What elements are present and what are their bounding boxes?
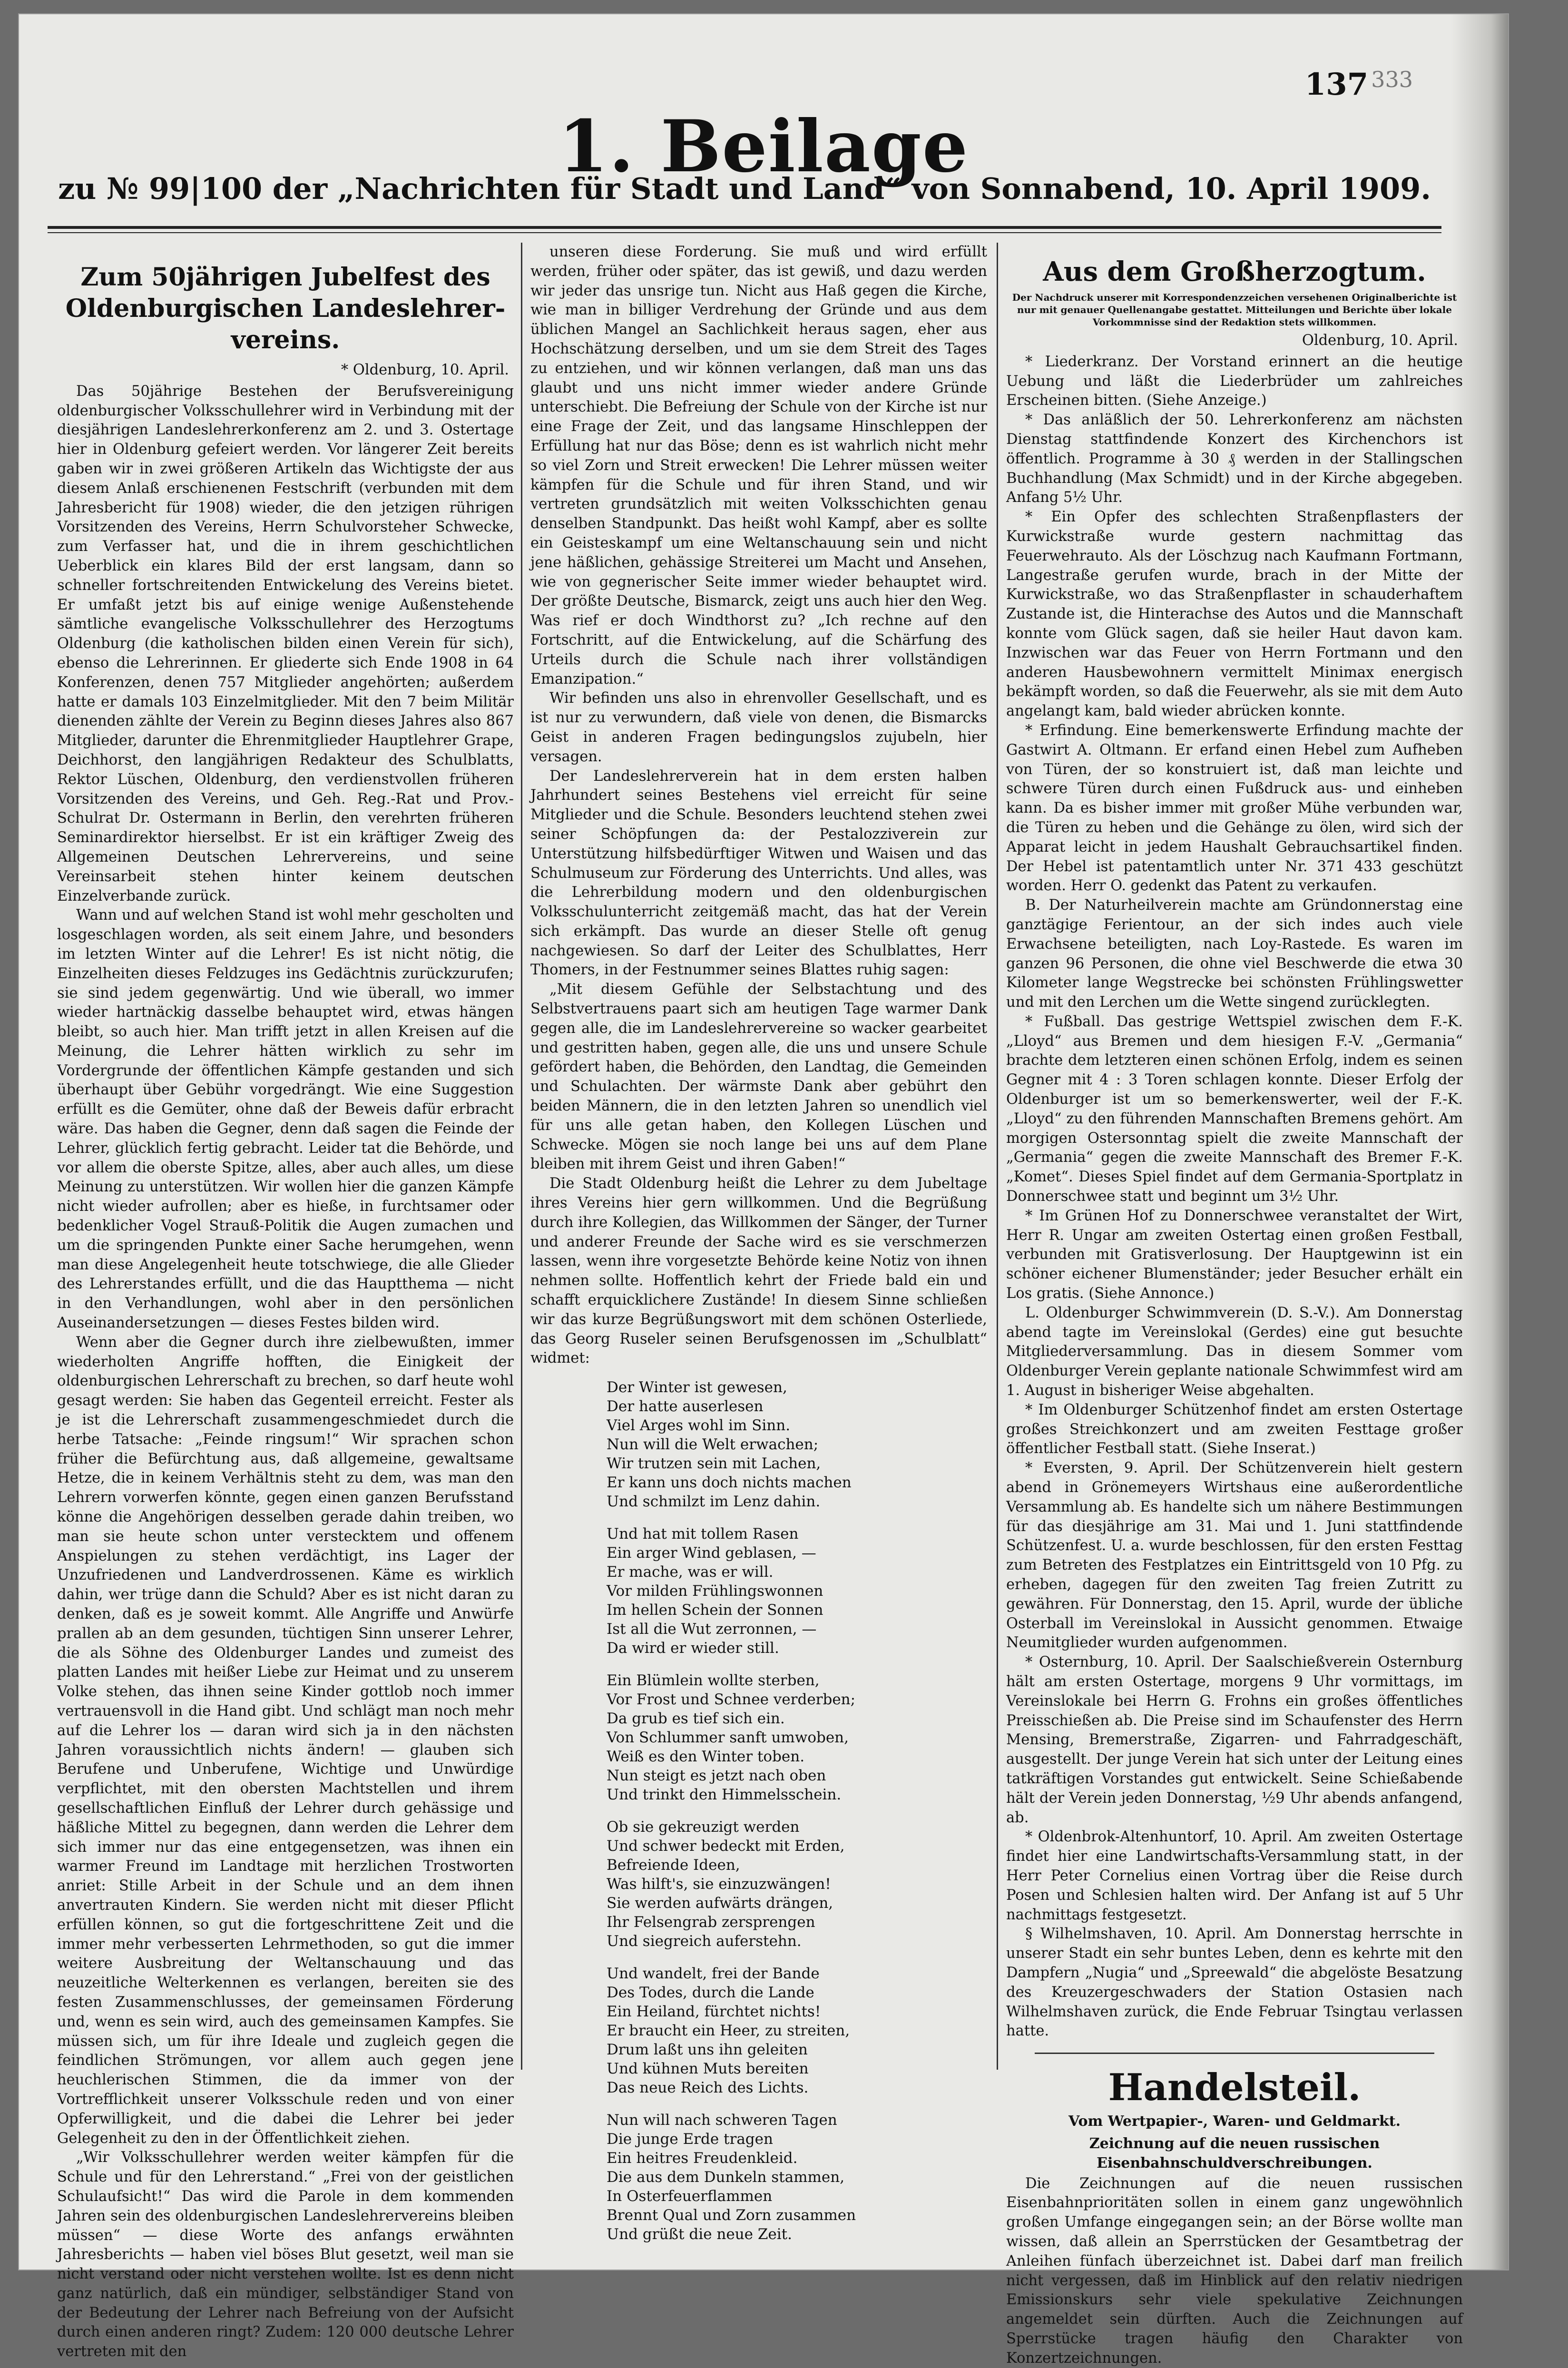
paragraph: Das 50jährige Bestehen der Berufsvereinigung oldenburgischer Volksschullehrer wird in Verbindung mit der diesjährigen Landeslehrerkonferenz am 2. und 3. Ostertage hier in Oldenburg gefeiert werden. Vor längerer Zeit bereits gaben wir in zwei größeren Artikeln das Wichtigste der aus diesem Anlaß erschienenen Festschrift (verbunden mit dem Jahresbericht für 1908) wieder, die den jetzigen rührigen Vorsitzenden des Vereins, Herrn Schulvorsteher Schwecke, zum Verfasser hat, und die in ihrem geschichtlichen Ueberblick ein klares Bild der erst langsam, dann so schneller fortschreitenden Entwickelung des Vereins bietet. Er umfaßt jetzt bis auf einige wenige Außenstehende sämtliche evangelische Volksschullehrer des Herzogtums Oldenburg (die katholischen bilden einen Verein für sich), ebenso die Lehrerinnen. Er gliederte sich Ende 1908 in 64 Konferenzen, denen 757 Mitglieder angehörten; außerdem hatte er damals 103 Einzelmitglieder. Mit den 7 beim Militär dienenden zählte der Verein zu Beginn dieses Jahres also 867 Mitglieder, darunter die Ehrenmitglieder Hauptlehrer Grape, Deichhorst, den langjährigen Redakteur des Schulblatts, Rektor Lüschen, Oldenburg, den verdienstvollen früheren Vorsitzenden des Vereins, und Geh. Reg.-Rat und Prov.-Schulrat Dr. Ostermann in Berlin, den verehrten früheren Seminardirektor hierselbst. Er ist ein kräftiger Zweig des Allgemeinen Deutschen Lehrervereins, und seine Vereinsarbeit stehen hinter keinem deutschen Einzelverbande zurück.: [57, 383, 514, 904]
poem-stanza: [607, 1818, 987, 1951]
header-rule-thin: [48, 232, 1441, 233]
poem-line: Vor milden Frühlingswonnen: [607, 1582, 823, 1600]
header-rule: [48, 226, 1441, 229]
poem-line: Sie werden aufwärts drängen,: [607, 1895, 833, 1912]
poem-line: Wir trutzen sein mit Lachen,: [607, 1455, 821, 1473]
paragraph: Der Landeslehrerverein hat in dem ersten halben Jahrhundert seines Bestehens viel erreicht für seine Mitglieder und die Schule. Besonders leuchtend stehen zwei seiner Schöpfungen da: der Pestalozziverein zur Unterstützung hilfsbedürftiger Witwen und Waisen und das Schulmuseum zur Förderung des Unterrichts. Und alles, was die Lehrerbildung modern und den oldenburgischen Volksschulunterricht zeitgemäß macht, das hat der Verein sich erkämpft. Das wurde an dieser Stelle oft genug nachgewiesen. So darf der Leiter des Schulblattes, Herr Thomers, in der Festnummer seines Blattes ruhig sagen:: [530, 767, 987, 979]
news-item: * Fußball. Das gestrige Wettspiel zwischen dem F.-K. „Lloyd“ aus Bremen und dem hiesigen F.-V. „Germania“ brachte dem letzteren einen schönen Erfolg, indem es seinen Gegner mit 4 : 3 Toren schlagen konnte. Dieser Erfolg der Oldenburger ist um so bemerkenswerter, weil der F.-K. „Lloyd“ zu den führenden Mannschaften Bremens gehört. Am morgigen Ostersonntag spielt die zweite Mannschaft der „Germania“ gegen die zweite Mannschaft des Bremer F.-K. „Komet“. Dieses Spiel findet auf dem Germania-Sportplatz in Donnerschwee statt und beginnt um 3½ Uhr.: [1006, 1013, 1463, 1205]
poem-line: In Osterfeuerflammen: [607, 2188, 773, 2205]
paragraph: Wir befinden uns also in ehrenvoller Gesellschaft, und es ist nur zu verwundern, daß viele von denen, die Bismarcks Geist in anderen Fragen bedingungslos zujubeln, hier versagen.: [530, 690, 987, 765]
easter-poem: [607, 1378, 987, 2244]
poem-line: Vor Frost und Schnee verderben;: [607, 1691, 856, 1709]
poem-line: Befreiende Ideen,: [607, 1857, 740, 1874]
quote-paragraph: „Mit diesem Gefühle der Selbstachtung und des Selbstvertrauens paart sich am heutigen Tage warmer Dank gegen alle, die im Landeslehrervereine so wacker gearbeitet und gestritten haben, gegen alle, die uns und unsere Schule gefördert haben, die Behörden, den Landtag, die Gemeinden und Schulachten. Der wärmste Dank aber gebührt den beiden Männern, die in den letzten Jahren so unendlich viel für uns alle getan haben, den Kollegen Lüschen und Schwecke. Mögen sie noch lange bei uns auf dem Plane bleiben mit ihrem Geist und ihren Gaben!“: [530, 981, 987, 1173]
reprint-note: Der Nachdruck unserer mit Korrespondenzzeichen versehenen Originalberichte ist nur mit genauer Quellenangabe gestattet. Mitteilungen und Berichte über lokale Vorkommnisse sind der Redaktion stets willkommen.: [1012, 292, 1457, 328]
poem-line: Da wird er wieder still.: [607, 1640, 779, 1657]
poem-line: Und trinkt den Himmelsschein.: [607, 1786, 842, 1804]
column-divider: [997, 243, 998, 2070]
poem-stanza: [607, 1671, 987, 1804]
poem-line: Und schwer bedeckt mit Erden,: [607, 1837, 845, 1855]
poem-line: Brennt Qual und Zorn zusammen: [607, 2207, 856, 2224]
poem-line: Und grüßt die neue Zeit.: [607, 2226, 792, 2243]
poem-stanza: [607, 1964, 987, 2097]
pencil-page-number: 333: [1371, 67, 1413, 92]
poem-line: Drum laßt uns ihn geleiten: [607, 2041, 808, 2059]
section-title: Aus dem Großherzogtum.: [1043, 256, 1426, 287]
poem-line: Ein arger Wind geblasen, —: [607, 1544, 816, 1562]
poem-line: Er kann uns doch nichts machen: [607, 1474, 852, 1492]
handels-heading: Zeichnung auf die neuen russischen Eisenbahnschuldverschreibungen.: [1089, 2135, 1380, 2171]
poem-line: Und siegreich auferstehn.: [607, 1933, 802, 1950]
news-item: * Das anläßlich der 50. Lehrerkonferenz am nächsten Dienstag stattfindende Konzert des Kirchenchors ist öffentlich. Programme à 30 ₰ werden in der Stallingschen Buchhandlung (Max Schmidt) und in der Kirche abgegeben. Anfang 5½ Uhr.: [1006, 412, 1463, 506]
poem-line: Der hatte auserlesen: [607, 1398, 764, 1415]
poem-line: Die junge Erde tragen: [607, 2131, 773, 2148]
poem-line: Und hat mit tollem Rasen: [607, 1525, 799, 1543]
article-headline: Zum 50jährigen Jubelfest des Oldenburgischen Landeslehrer-vereins.: [65, 263, 506, 354]
supplement-subtitle: zu № 99|100 der „Nachrichten für Stadt und Land“ von Sonnabend, 10. April 1909.: [58, 171, 1431, 206]
news-item: * Oldenbrok-Altenhuntorf, 10. April. Am zweiten Ostertage findet hier eine Landwirtschafts-Versammlung statt, in der Herr Peter Cornelius einen Vortrag über die Reise durch Posen und Schlesien halten wird. Der Anfang ist auf 5 Uhr nachmittags festgesetzt.: [1006, 1828, 1463, 1923]
poem-line: Ein heitres Freudenkleid.: [607, 2150, 798, 2167]
page-number: 137 $^{333}$: [1304, 67, 1413, 102]
column-3: [1006, 243, 1463, 2367]
news-item: § Wilhelmshaven, 10. April. Am Donnerstag herrschte in unserer Stadt ein sehr buntes Leben, denn es kehrte mit den Dampfern „Nugia“ und „Spreewald“ die abgelöste Besatzung des Kreuzergeschwaders der Station Ostasien nach Wilhelmshaven zurück, die Ende Februar Tsingtau verlassen hatte.: [1006, 1926, 1463, 2040]
poem-line: Er braucht ein Heer, zu streiten,: [607, 2022, 850, 2040]
news-item: * Eversten, 9. April. Der Schützenverein hielt gestern abend in Grönemeyers Wirtshaus eine außerordentliche Versammlung ab. Es handelte sich um nähere Bestimmungen für das diesjährige am 31. Mai und 1. Juni stattfindende Schützenfest. U. a. wurde beschlossen, für den ersten Festtag zum Betreten des Festplatzes ein Eintrittsgeld von 10 Pfg. zu erheben, dagegen für den zweiten Tag freien Zutritt zu gewähren. Für Donnerstag, den 15. April, wurde der übliche Osterball im Vereinslokal in Aussicht genommen. Etwaige Neumitglieder wurden aufgenommen.: [1006, 1460, 1463, 1651]
poem-line: Das neue Reich des Lichts.: [607, 2079, 809, 2097]
paragraph: unseren diese Forderung. Sie muß und wird erfüllt werden, früher oder später, das ist gewiß, und dazu werden wir jeder das unsrige tun. Nicht aus Haß gegen die Kirche, wie man in billiger Verdrehung der Gründe und aus dem üblichen Mangel an Sachlichkeit heraus sagen, eher aus Hochschätzung derselben, und um sie dem Streit des Tages zu entziehen, und wir können verlangen, daß man uns das glaubt und uns nicht immer wieder andere Gründe unterschiebt. Die Befreiung der Schule von der Kirche ist nur eine Frage der Zeit, und das langsame Hinschleppen der Erfüllung hat nur das Böse; denn es ist wahrlich nicht mehr so viel Zorn und Streit erwecken! Die Lehrer müssen weiter kämpfen für die Schule und für ihren Stand, und wir vertreten grundsätzlich mit weiten Volksschichten genau denselben Standpunkt. Das heißt wohl Kampf, aber es sollte ein Geisteskampf um eine Weltanschauung sein und nicht jene häßlichen, gehässige Streiterei um Macht und Ansehen, wie von gegnerischer Seite immer wieder behauptet wird. Der größte Deutsche, Bismarck, zeigt uns auch hier den Weg. Was rief er doch Windthorst zu? „Ich rechne auf den Fortschritt, auf die Entwickelung, auf die Schärfung des Urteils durch die Schule nach ihrer vollständigen Emanzipation.“: [530, 244, 987, 688]
supplement-title: 1. Beilage: [558, 105, 969, 188]
poem-stanza: [607, 1524, 987, 1658]
poem-line: Viel Arges wohl im Sinn.: [607, 1417, 791, 1435]
handels-title: Handelsteil.: [1108, 2066, 1361, 2110]
news-item: L. Oldenburger Schwimmverein (D. S.-V.). Am Donnerstag abend tagte im Vereinslokal (Gerdes) eine gut besuchte Mitgliederversammlung. Das in diesem Sommer vom Oldenburger Verein geplante nationale Schwimmfest wird am 1. August in bisheriger Weise abgehalten.: [1006, 1304, 1463, 1399]
section-divider: [1035, 2053, 1434, 2054]
poem-stanza: [607, 2111, 987, 2244]
news-item: * Ein Opfer des schlechten Straßenpflasters der Kurwickstraße wurde gestern nachmittag das Feuerwehrauto. Als der Löschzug nach Kaufmann Fortmann, Langestraße gerufen wurde, brach in der Mitte der Kurwickstraße, wo das Straßenpflaster in schauderhaftem Zustande ist, die Hinterachse des Autos und die Mannschaft konnte vom Glück sagen, daß sie heiler Haut davon kam. Inzwischen war das Feuer von Herrn Fortmann und den anderen Hausbewohnern vermittelt Minimax energisch bekämpft worden, so daß die Feuerwehr, als sie mit dem Auto angelangt kam, bald wieder abrücken konnte.: [1006, 509, 1463, 720]
poem-line: Nun will nach schweren Tagen: [607, 2112, 837, 2129]
poem-line: Da grub es tief sich ein.: [607, 1710, 785, 1728]
dateline: * Oldenburg, 10. April.: [341, 362, 509, 378]
poem-line: Und wandelt, frei der Bande: [607, 1965, 820, 1983]
poem-line: Er mache, was er will.: [607, 1563, 774, 1581]
poem-line: Und kühnen Muts bereiten: [607, 2060, 809, 2078]
poem-line: Die aus dem Dunkeln stammen,: [607, 2169, 845, 2186]
news-item: * Liederkranz. Der Vorstand erinnert an die heutige Uebung und läßt die Liederbrüder um zahlreiches Erscheinen bitten. (Siehe Anzeige.): [1006, 353, 1463, 409]
paragraph: Wann und auf welchen Stand ist wohl mehr gescholten und losgeschlagen worden, als seit einem Jahre, und besonders im letzten Winter auf die Lehrer! Es ist nicht nötig, die Einzelheiten dieses Feldzuges ins Gedächtnis zurückzurufen; sie sind jedem gegenwärtig. Und wie überall, wo immer wieder hartnäckig dasselbe behauptet wird, etwas hängen bleibt, so auch hier. Man trifft jetzt in allen Kreisen auf die Meinung, die Lehrer hätten wirklich zu sehr im Vordergrunde der öffentlichen Kämpfe gestanden und sich überhaupt über Gebühr vorgedrängt. Wie eine Suggestion erfüllt es die Gemüter, ohne daß der Beweis dafür erbracht wäre. Das haben die Gegner, denn daß sagen die Feinde der Lehrer, glücklich fertig gebracht. Leider tat die Behörde, und vor allem die oberste Spitze, alles, aber auch alles, um diese Meinung zu unterstützen. Wir wollen hier die ganzen Kämpfe nicht wieder aufrollen; aber es hieße, in furchtsamer oder bedenklicher Vogel Strauß-Politik die Augen zumachen und um die springenden Punkte einer Sache herumgehen, wenn man diese Angelegenheit heute totschwiege, die alle Glieder des Lehrerstandes erfüllt, und die das Hauptthema — nicht in den Verhandlungen, wohl aber in den persönlichen Auseinandersetzungen — dieses Festes bilden wird.: [57, 907, 514, 1332]
paragraph: „Wir Volksschullehrer werden weiter kämpfen für die Schule und für den Lehrerstand.“ „Frei von der geistlichen Schulaufsicht!“ Das wird die Parole in dem kommenden Jahren sein des oldenburgischen Landeslehrervereins bleiben müssen“ — diese Worte des anfangs erwähnten Jahresberichts — haben viel böses Blut gesetzt, weil man sie nicht verstand oder nicht verstehen wollte. Ist es denn nicht ganz natürlich, daß ein mündiger, selbständiger Stand von der Bedeutung der Lehrer nach Befreiung von der Aufsicht durch einen anderen ringt? Zudem: 120 000 deutsche Lehrer vertreten mit den: [57, 2149, 514, 2360]
dateline: Oldenburg, 10. April.: [1302, 332, 1458, 349]
poem-line: Nun steigt es jetzt nach oben: [607, 1767, 826, 1785]
news-item: * Osternburg, 10. April. Der Saalschießverein Osternburg hält am ersten Ostertage, morgens 9 Uhr vormittags, im Vereinslokale bei Herrn G. Frohns ein großes öffentliches Preisschießen ab. Die Preise sind im Schaufenster des Herrn Mensing, Bremerstraße, Zigarren- und Fahrradgeschäft, ausgestellt. Der junge Verein hat sich unter der Leitung eines tatkräftigen Vorstandes gut entwickelt. Seine Schießabende hält der Verein jeden Donnerstag, ½9 Uhr abends anfangend, ab.: [1006, 1654, 1463, 1826]
handels-subtitle: Vom Wertpapier-, Waren- und Geldmarkt.: [1068, 2113, 1401, 2130]
news-item: * Im Oldenburger Schützenhof findet am ersten Ostertage großes Streichkonzert und am zweiten Festtage großer öffentlicher Festball statt. (Siehe Inserat.): [1006, 1401, 1463, 1457]
poem-line: Ist all die Wut zerronnen, —: [607, 1621, 817, 1638]
poem-line: Im hellen Schein der Sonnen: [607, 1602, 823, 1619]
news-item: * Erfindung. Eine bemerkenswerte Erfindung machte der Gastwirt A. Oltmann. Er erfand einen Hebel zum Aufheben von Türen, der so konstruiert ist, daß man leichte und schwere Türen durch einen Fußdruck aus- und einheben kann. Da es bisher immer mit großer Mühe verbunden war, die Türen zu heben und die Gehänge zu ölen, wird sich der Apparat leicht in jedem Haushalt Gebrauchsartikel finden. Der Hebel ist patentamtlich unter Nr. 371 433 geschützt worden. Herr O. gedenkt das Patent zu verkaufen.: [1006, 722, 1463, 894]
poem-line: Ob sie gekreuzigt werden: [607, 1818, 800, 1836]
column-2: [530, 243, 987, 2243]
newspaper-page: [19, 14, 1508, 2367]
poem-stanza: [607, 1378, 987, 1511]
news-item: B. Der Naturheilverein machte am Gründonnerstag eine ganztägige Ferientour, an der sich indes auch viele Erwachsene beteiligten, nach Loy-Rastede. Es waren im ganzen 96 Personen, die ohne viel Beschwerde die etwa 30 Kilometer lange Wegstrecke bei schönsten Frühlingswetter und mit den Lerchen um die Wette singend zurücklegten.: [1006, 897, 1463, 1011]
poem-line: Ein Heiland, fürchtet nichts!: [607, 2003, 821, 2021]
poem-line: Und schmilzt im Lenz dahin.: [607, 1493, 821, 1511]
poem-line: Nun will die Welt erwachen;: [607, 1436, 819, 1454]
poem-line: Was hilft's, sie einzuzwängen!: [607, 1876, 831, 1893]
poem-line: Der Winter ist gewesen,: [607, 1379, 787, 1396]
news-item: * Im Grünen Hof zu Donnerschwee veranstaltet der Wirt, Herr R. Ungar am zweiten Ostertag einen großen Festball, verbunden mit Gratisverlosung. Der Hauptgewinn ist ein schöner eichener Blumenständer; jeder Besucher erhält ein Los gratis. (Siehe Annonce.): [1006, 1207, 1463, 1302]
poem-line: Von Schlummer sanft umwoben,: [607, 1729, 849, 1747]
poem-line: Des Todes, durch die Lande: [607, 1984, 814, 2002]
news-items: [1006, 353, 1463, 2041]
poem-line: Weiß es den Winter toben.: [607, 1748, 805, 1766]
column-divider: [521, 243, 522, 2070]
paragraph: Die Stadt Oldenburg heißt die Lehrer zu dem Jubeltage ihres Vereins hier gern willkommen. Und die Begrüßung durch ihre Kollegien, das Willkommen der Sänger, der Turner und anderer Freunde der Sache wird es sie verschmerzen lassen, wenn ihre vorgesetzte Behörde keine Notiz von ihnen nehmen sollte. Hoffentlich kehrt der Friede bald ein und schafft erquicklichere Zustände! In diesem Sinne schließen wir das kurze Begrüßungswort mit dem schönen Osterliede, das Georg Ruseler seinen Berufsgenossen im „Schulblatt“ widmet:: [530, 1175, 987, 1367]
paragraph: Die Zeichnungen auf die neuen russischen Eisenbahnprioritäten sollen in einem ganz ungewöhnlich großen Umfange eingegangen sein; an der Börse wollte man wissen, daß allein an Sperrstücken der Gesamtbetrag der Anleihen fünfach überzeichnet ist. Dabei darf man freilich nicht vergessen, daß im Hinblick auf den relativ niedrigen Emissionskurs sehr viele spekulative Zeichnungen angemeldet sein dürften. Auch die Zeichnungen auf Sperrstücke tragen häufig den Charakter von Konzertzeichnungen.: [1006, 2175, 1463, 2367]
poem-line: Ihr Felsengrab zersprengen: [607, 1914, 815, 1931]
poem-line: Ein Blümlein wollte sterben,: [607, 1672, 820, 1690]
paragraph: Wenn aber die Gegner durch ihre zielbewußten, immer wiederholten Angriffe hofften, die Einigkeit der oldenburgischen Lehrerschaft zu brechen, so darf heute wohl gesagt werden: Sie haben das Gegenteil erreicht. Fester als je ist die Lehrerschaft zusammengeschmiedet durch die herbe Tatsache: „Feinde ringsum!“ Wir sprachen schon früher die Befürchtung aus, daß allgemeine, gewaltsame Hetze, die in keinem Verhältnis steht zu dem, was man den Lehrern vorwerfen könnte, gegen einen ganzen Berufsstand könne die Angehörigen desselben gerade dahin treiben, wo man sie heute schon unter verstecktem und offenem Anspielungen zu stehen verdächtigt, ins Lager der Unzufriedenen und Landverdrossenen. Käme es wirklich dahin, wer trüge dann die Schuld? Aber es ist nicht daran zu denken, daß es je soweit kommt. Alle Angriffe und Anwürfe prallen ab an dem gesunden, tüchtigen Sinn unserer Lehrer, die als Söhne des Oldenburger Landes und zumeist des platten Landes mit heißer Liebe zur Heimat und zu unserem Volke stehen, das ihnen seine Kinder gottlob noch immer vertrauensvoll in die Hand gibt. Und schlägt man noch mehr auf die Lehrer los — daran wird sich ja in den nächsten Jahren voraussichtlich nichts ändern! — glauben sich Berufene und Unberufene, Wichtige und Unwürdige verpflichtet, mit den obersten Machtstellen und ihrem gesellschaftlichen Einfluß der Lehrer durch gehässige und häßliche Mittel zu begegnen, dann werden die Lehrer dem sich immer nur das eine entgegensetzen, was ihnen ein warmer Freund im Landtage mit herzlichen Trostworten anriet: Stille Arbeit in der Schule und an dem ihnen anvertrauten Kindern. Sie werden nicht mit dieser Pflicht erfüllen können, so gut die fortgeschrittene Zeit und die immer mehr verbesserten Lehrmethoden, so gut die immer weitere Ausbreitung der Weltanschauung und das neuzeitliche Welterkennen es verlangen, bereiten sie des festen Zusammenschlusses, der gemeinsamen Förderung und, wenn es sein wird, auch des gemeinsamen Kampfes. Sie müssen sich, um für ihre Ideale und zugleich gegen die feindlichen Strömungen, vor allem auch gegen jene heuchlerischen Stimmen, die da immer von der Vortrefflichkeit unserer Volksschule reden und von einer Opferwilligkeit, und die dabei die Lehrer bei jeder Gelegenheit zu den in der Öffentlichkeit ziehen.: [57, 1334, 514, 2147]
column-1: [57, 243, 514, 2360]
